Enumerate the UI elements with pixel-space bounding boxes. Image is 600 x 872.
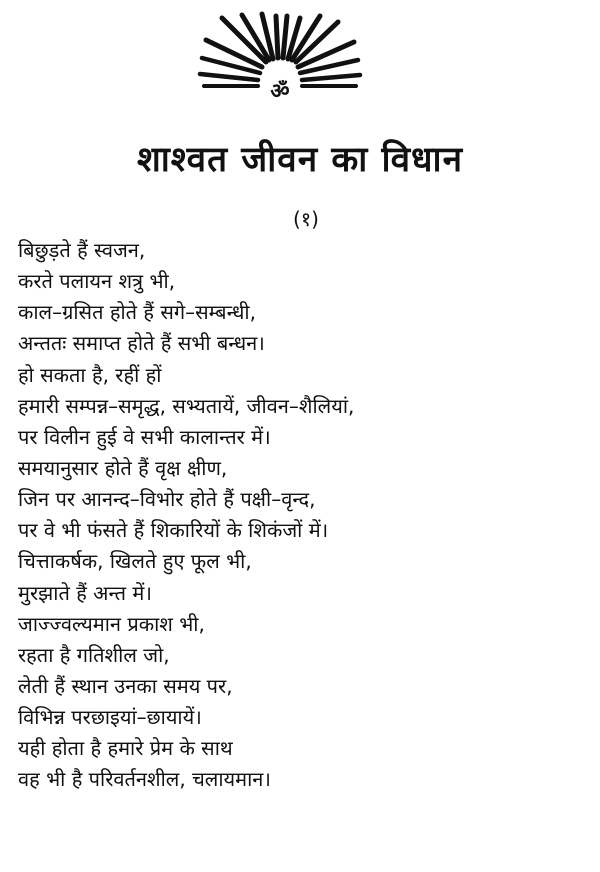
- poem-line: जिन पर आनन्द–विभोर होते हैं पक्षी–वृन्द,: [18, 487, 316, 512]
- poem-line: वह भी है परिवर्तनशील, चलायमान।: [18, 767, 271, 792]
- poem-line: लेती हैं स्थान उनका समय पर,: [18, 673, 233, 698]
- poem-line: करते पलायन शत्रु भी,: [18, 269, 176, 294]
- poem-line: काल–ग्रसित होते हैं सगे–सम्बन्धी,: [18, 300, 256, 325]
- om-symbol: ॐ: [270, 79, 290, 103]
- poem-line: जाज्ज्वल्यमान प्रकाश भी,: [18, 611, 205, 636]
- poem-line: रहता है गतिशील जो,: [18, 642, 170, 667]
- poem-line: चित्ताकर्षक, खिलते हुए फूल भी,: [18, 549, 252, 574]
- poem-line: पर वे भी फंसते हैं शिकारियों के शिकंजों में।: [18, 518, 329, 543]
- poem-line: मुरझाते हैं अन्त में।: [18, 580, 152, 605]
- poem-body: [18, 235, 593, 796]
- poem-line: हमारी सम्पन्न–समृद्ध, सभ्यतायें, जीवन–शैलियां,: [18, 393, 355, 418]
- page-title: शाश्वत जीवन का विधान: [136, 140, 464, 180]
- poem-line: पर विलीन हुई वे सभी कालान्तर में।: [18, 424, 271, 449]
- poem-line: बिछुड़ते हैं स्वजन,: [18, 238, 146, 262]
- poem-line: यही होता है हमारे प्रेम के साथ: [18, 736, 233, 761]
- poem-line: अन्ततः समाप्त होते हैं सभी बन्धन।: [18, 331, 265, 356]
- poem-line: हो सकता है, रहीं हों: [18, 362, 162, 387]
- stanza-number: (१): [292, 207, 319, 231]
- poem-line: समयानुसार होते हैं वृक्ष क्षीण,: [18, 455, 228, 480]
- poem-line: विभिन्न परछाइयां–छायायें।: [18, 705, 202, 730]
